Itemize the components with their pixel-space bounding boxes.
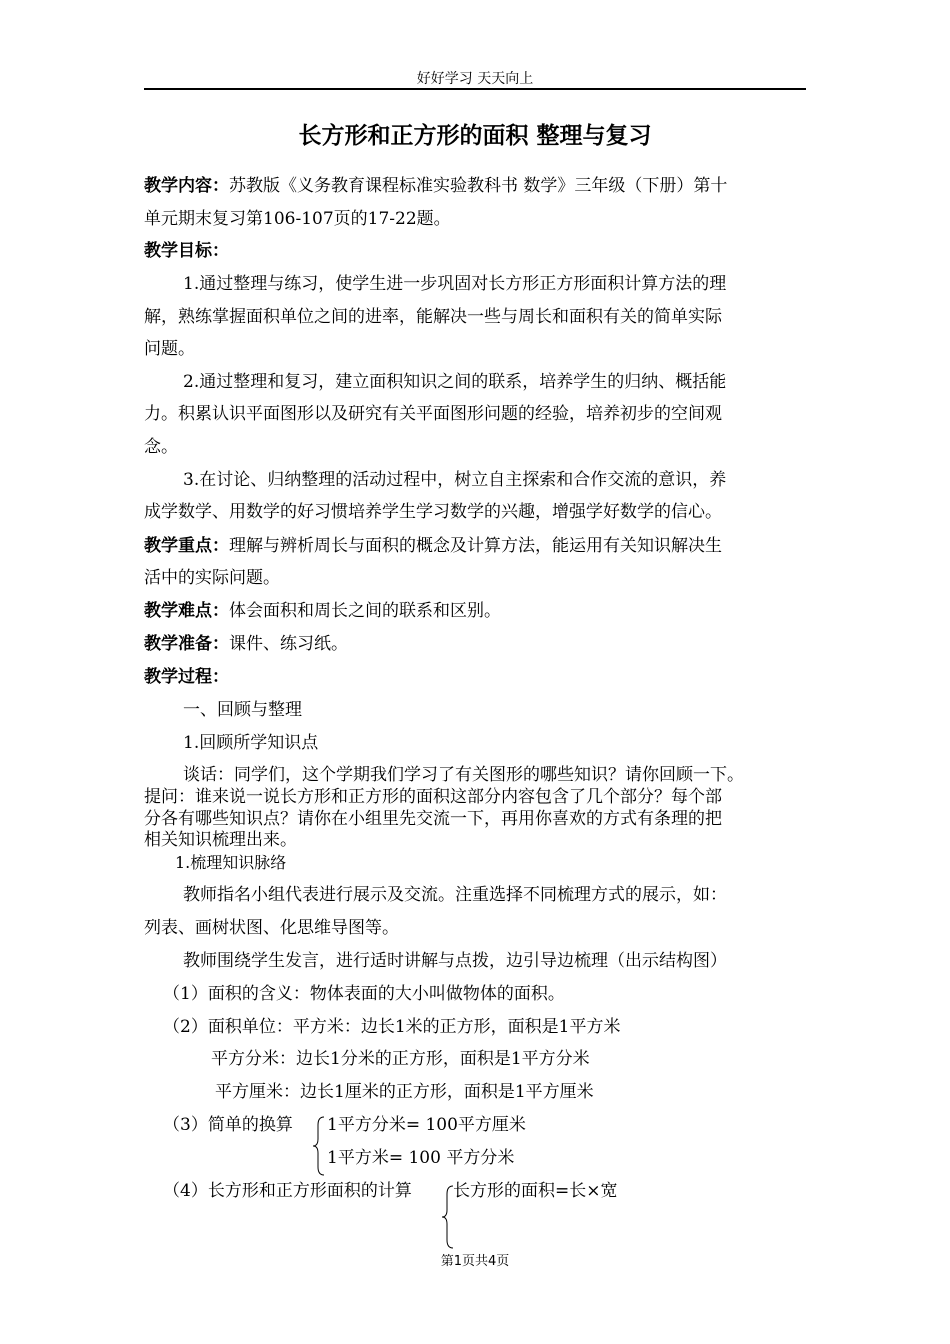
difficulty-line: [144, 603, 501, 620]
key-points-line-1: [144, 538, 722, 555]
content-label: 教学内容：: [144, 176, 229, 196]
point-2-sq-centimeter: 平方厘米：边长1厘米的正方形，面积是1平方厘米: [215, 1082, 594, 1102]
process-label: 教学过程：: [144, 667, 229, 687]
content-line-1: [144, 178, 727, 195]
conversion-line-1: 1平方分米= 100平方厘米: [327, 1115, 526, 1135]
point-2-units: （2）面积单位：平方米：边长1米的正方形，面积是1平方米: [163, 1017, 621, 1037]
talk-line-4: 相关知识梳理出来。: [144, 830, 297, 850]
goal-1-line-3: 问题。: [144, 339, 195, 359]
point-4-calculation: （4）长方形和正方形面积的计算: [163, 1181, 412, 1201]
section-1-heading: 一、回顾与整理: [183, 700, 302, 720]
goal-2-line-1: 2.通过整理和复习，建立面积知识之间的联系，培养学生的归纳、概括能: [183, 372, 727, 392]
key-points-line-2: 活中的实际问题。: [144, 568, 280, 588]
goal-1-line-2: 解，熟练掌握面积单位之间的进率，能解决一些与周长和面积有关的简单实际: [144, 307, 722, 327]
difficulty-text: 体会面积和周长之间的联系和区别。: [229, 601, 501, 621]
point-3-conversion: （3）简单的换算: [163, 1115, 293, 1135]
talk-line-2: 提问：谁来说一说长方形和正方形的面积这部分内容包含了几个部分？每个部: [144, 787, 722, 807]
content-line-2: 单元期末复习第106-107页的17-22题。: [144, 209, 451, 229]
goals-label: 教学目标：: [144, 241, 229, 261]
point-1-definition: （1）面积的含义：物体表面的大小叫做物体的面积。: [163, 984, 565, 1004]
goal-3-line-1: 3.在讨论、归纳整理的活动过程中，树立自主探索和合作交流的意识，养: [183, 470, 727, 490]
item-1-heading: 1.回顾所学知识点: [183, 733, 319, 753]
key-points-text-1: 理解与辨析周长与面积的概念及计算方法，能运用有关知识解决生: [229, 536, 722, 556]
goal-2-line-3: 念。: [144, 437, 178, 457]
goal-2-line-2: 力。积累认识平面图形以及研究有关平面图形问题的经验，培养初步的空间观: [144, 404, 722, 424]
prep-line: [144, 636, 348, 653]
rectangle-area-formula: 长方形的面积=长×宽: [453, 1181, 618, 1201]
prep-label: 教学准备：: [144, 634, 229, 654]
conversion-brace: [310, 1115, 328, 1177]
goal-1-line-1: 1.通过整理与练习，使学生进一步巩固对长方形正方形面积计算方法的理: [183, 274, 727, 294]
teacher-2-line: 教师围绕学生发言，进行适时讲解与点拨，边引导边梳理（出示结构图）: [183, 951, 727, 971]
header-rule: [144, 88, 806, 90]
talk-line-1: 谈话：同学们，这个学期我们学习了有关图形的哪些知识？请你回顾一下。: [183, 765, 744, 785]
content-text-1: 苏教版《义务教育课程标准实验教科书 数学》三年级（下册）第十: [229, 176, 728, 196]
item-2-heading: 1.梳理知识脉络: [175, 853, 287, 872]
key-points-label: 教学重点：: [144, 536, 229, 556]
prep-text: 课件、练习纸。: [229, 634, 348, 654]
talk-line-3: 分各有哪些知识点？请你在小组里先交流一下，再用你喜欢的方式有条理的把: [144, 809, 722, 829]
goal-3-line-2: 成学数学、用数学的好习惯培养学生学习数学的兴趣，增强学好数学的信心。: [144, 502, 722, 522]
conversion-line-2: 1平方米= 100 平方分米: [327, 1148, 515, 1168]
page-number: 第1页共4页: [440, 1254, 510, 1269]
document-title: 长方形和正方形的面积 整理与复习: [298, 123, 652, 149]
teacher-1-line-2: 列表、画树状图、化思维导图等。: [144, 918, 399, 938]
teacher-1-line-1: 教师指名小组代表进行展示及交流。注重选择不同梳理方式的展示，如：: [183, 885, 727, 905]
page-header: 好好学习 天天向上: [416, 71, 534, 87]
difficulty-label: 教学难点：: [144, 601, 229, 621]
point-2-sq-decimeter: 平方分米：边长1分米的正方形，面积是1平方分米: [211, 1049, 590, 1069]
